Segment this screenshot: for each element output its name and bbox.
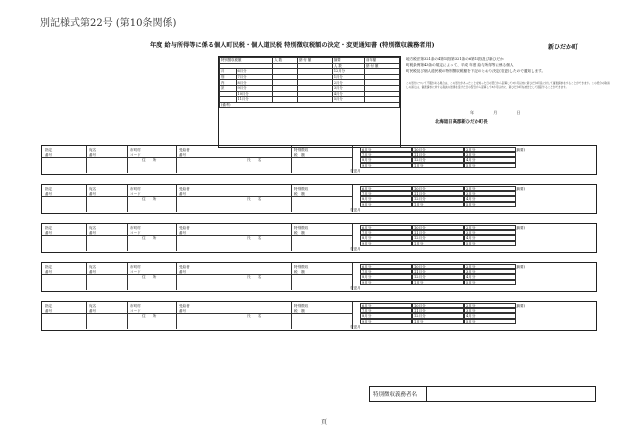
divider [86, 302, 87, 329]
changed-month-label: 変更月 [350, 169, 361, 173]
divider [352, 224, 353, 251]
designation-label: 指定 [45, 304, 53, 308]
month-cell: 1月分 [332, 74, 364, 80]
divider [42, 235, 352, 236]
month-amount-cell[interactable]: 9月分 [360, 319, 412, 324]
month-amount-cell[interactable]: 5月分 [464, 280, 516, 285]
number-label: 番号 [179, 270, 187, 274]
number-label: 番号 [89, 231, 97, 235]
month-cell: 2月分 [332, 80, 364, 86]
month-cell: 9月分 [236, 85, 273, 91]
divider [291, 302, 292, 329]
code-label: コード [130, 192, 141, 196]
month-amount-cell[interactable]: 12月分 [412, 235, 464, 240]
divider [176, 224, 177, 251]
withholding-agent-label: 特別徴収義務者名 [373, 392, 418, 398]
employee-entry [41, 223, 597, 253]
number-label: 番号 [89, 270, 97, 274]
divider [352, 146, 353, 173]
address-label: 住 所 [142, 158, 157, 162]
month-amount-cell[interactable]: 11月分 [412, 191, 464, 196]
left-header-amount: 納 付 額 [297, 58, 332, 64]
divider [86, 146, 87, 173]
changed-month-label: 変更月 [350, 208, 361, 212]
month-amount-cell[interactable]: 11月分 [412, 269, 464, 274]
month-amount-cell[interactable]: 1月分 [412, 241, 464, 246]
notice-line: 町税条例第43条の規定によって、平成 年度 給与所得等に係る個人 [406, 63, 514, 68]
month-cell: 11月分 [236, 97, 273, 103]
summary-tax-table [218, 56, 401, 148]
divider [127, 302, 128, 329]
month-amount-cell[interactable]: 3月分 [464, 191, 516, 196]
addressee-label: 宛名 [89, 226, 97, 230]
page-label: 頁 [321, 419, 328, 426]
notice-line: 町民税及び個人道民税の特別徴収税額を下記のとおり決定(変更)したので通知します。 [406, 69, 546, 74]
special-tax-label: 特別徴収 [294, 187, 309, 191]
month-amount-cell[interactable]: 10月分 [412, 225, 464, 230]
month-amount-cell[interactable]: 5月分 [464, 202, 516, 207]
month-amount-cell[interactable]: 10月分 [412, 264, 464, 269]
month-amount-cell[interactable]: 3月分 [464, 230, 516, 235]
remarks-label: (摘要) [515, 265, 525, 269]
month-cell: 6月分 [236, 69, 273, 75]
recipient-label: 受給者 [179, 226, 190, 230]
addressee-label: 宛名 [89, 304, 97, 308]
right-header-count: 人 数 [332, 63, 364, 69]
right-header-amount: 納 付 額 [365, 63, 400, 69]
month-amount-cell[interactable]: 8月分 [360, 235, 412, 240]
name-label: 氏 名 [247, 236, 262, 240]
issue-date: 年 月 日 [470, 110, 530, 115]
changed-month-label: 変更月 [350, 325, 361, 329]
month-amount-cell[interactable]: 1月分 [412, 280, 464, 285]
month-amount-cell[interactable]: 2月分 [464, 186, 516, 191]
recipient-label: 受給者 [179, 187, 190, 191]
month-side-label: 月 [220, 69, 237, 75]
document-title: 年度 給与所得等に係る個人町民税・個人道民税 特別徴収税額の決定・変更通知書 (特別徴収義務者用) [150, 42, 435, 49]
number-label: 番号 [89, 153, 97, 157]
month-amount-cell[interactable]: 7月分 [360, 269, 412, 274]
divider [86, 263, 87, 290]
tax-amount-label: 税 額 [294, 153, 305, 157]
divider [352, 302, 353, 329]
month-cell: 7月分 [236, 74, 273, 80]
month-amount-cell[interactable]: 8月分 [360, 196, 412, 201]
month-amount-cell[interactable]: 1月分 [412, 163, 464, 168]
divider [176, 302, 177, 329]
month-amount-cell[interactable]: 3月分 [464, 269, 516, 274]
employee-entry [41, 301, 597, 331]
number-label: 番号 [179, 309, 187, 313]
month-amount-cell[interactable]: 10月分 [412, 147, 464, 152]
month-amount-cell[interactable]: 4月分 [464, 235, 516, 240]
notice-line: 地方税法第321条の4第1項(第321条の6第1項)及び新ひだか [406, 57, 504, 61]
month-amount-cell[interactable]: 7月分 [360, 152, 412, 157]
month-amount-cell[interactable]: 6月分 [360, 264, 412, 269]
month-amount-cell[interactable]: 2月分 [464, 225, 516, 230]
month-amount-cell[interactable]: 1月分 [412, 202, 464, 207]
month-amount-cell[interactable]: 10月分 [412, 303, 464, 308]
designation-label: 指定 [45, 187, 53, 191]
changed-month-label: 変更月 [350, 247, 361, 251]
recipient-label: 受給者 [179, 265, 190, 269]
municipality-label: 市町村 [130, 187, 141, 191]
designation-label: 指定 [45, 226, 53, 230]
code-label: コード [130, 153, 141, 157]
month-amount-cell[interactable]: 5月分 [464, 241, 516, 246]
month-amount-cell[interactable]: 2月分 [464, 264, 516, 269]
designation-label: 指定 [45, 148, 53, 152]
header-remarks: 摘要 [332, 58, 364, 64]
issuer-name: 北海道日高郡新ひだか町長 [435, 120, 488, 125]
divider [86, 185, 87, 212]
municipality-label: 市町村 [130, 304, 141, 308]
summary-section-label: 特別徴収税額 [220, 58, 273, 64]
divider [291, 146, 292, 173]
month-amount-cell[interactable]: 4月分 [464, 196, 516, 201]
tax-amount-label: 税 額 [294, 192, 305, 196]
code-label: コード [130, 270, 141, 274]
number-label: 番号 [89, 309, 97, 313]
month-amount-cell[interactable]: 3月分 [464, 308, 516, 313]
divider [176, 263, 177, 290]
month-side-label: 別 [220, 74, 237, 80]
withholding-agent-box[interactable] [369, 386, 596, 402]
number-label: 番号 [45, 153, 53, 157]
month-amount-cell[interactable]: 10月分 [412, 186, 464, 191]
divider [352, 263, 353, 290]
code-label: コード [130, 231, 141, 235]
divider [127, 185, 128, 212]
month-side-label: 訳 [220, 85, 237, 91]
divider [291, 185, 292, 212]
month-cell: 8月分 [236, 80, 273, 86]
month-amount-cell[interactable]: 12月分 [412, 196, 464, 201]
tax-amount-label: 税 額 [294, 231, 305, 235]
divider [352, 185, 353, 212]
month-amount-cell[interactable]: 6月分 [360, 225, 412, 230]
month-amount-cell[interactable]: 6月分 [360, 303, 412, 308]
month-amount-cell[interactable]: 5月分 [464, 163, 516, 168]
code-label: コード [130, 309, 141, 313]
name-label: 氏 名 [247, 197, 262, 201]
month-amount-cell[interactable]: 9月分 [360, 280, 412, 285]
number-label: 番号 [45, 231, 53, 235]
address-label: 住 所 [142, 197, 157, 201]
month-amount-cell[interactable]: 4月分 [464, 274, 516, 279]
name-label: 氏 名 [247, 158, 262, 162]
employee-entry [41, 145, 597, 175]
form-id: 別記様式第22号 (第10条関係) [40, 18, 177, 29]
month-amount-cell[interactable]: 7月分 [360, 191, 412, 196]
month-amount-cell[interactable]: 4月分 [464, 157, 516, 162]
special-tax-label: 特別徴収 [294, 226, 309, 230]
month-cell: 4月分 [332, 91, 364, 97]
month-amount-cell[interactable]: 9月分 [360, 202, 412, 207]
month-cell: 3月分 [332, 85, 364, 91]
month-amount-cell[interactable]: 9月分 [360, 163, 412, 168]
town-name: 新ひだか町 [548, 44, 579, 51]
month-side-label: 内 [220, 80, 237, 86]
divider [42, 157, 352, 158]
municipality-label: 市町村 [130, 226, 141, 230]
month-amount-cell[interactable]: 5月分 [464, 319, 516, 324]
month-amount-cell[interactable]: 11月分 [412, 230, 464, 235]
special-tax-label: 特別徴収 [294, 148, 309, 152]
month-amount-cell[interactable]: 12月分 [412, 157, 464, 162]
divider [42, 313, 352, 314]
recipient-label: 受給者 [179, 148, 190, 152]
divider [291, 263, 292, 290]
month-amount-cell[interactable]: 6月分 [360, 147, 412, 152]
designation-label: 指定 [45, 265, 53, 269]
addressee-label: 宛名 [89, 148, 97, 152]
notice-text [406, 56, 611, 75]
address-label: 住 所 [142, 314, 157, 318]
month-amount-cell[interactable]: 1月分 [412, 319, 464, 324]
divider [127, 146, 128, 173]
special-tax-label: 特別徴収 [294, 304, 309, 308]
address-label: 住 所 [142, 275, 157, 279]
employee-entry [41, 184, 597, 214]
month-amount-cell[interactable]: 8月分 [360, 157, 412, 162]
month-cell: 12月分 [332, 69, 364, 75]
divider [127, 224, 128, 251]
divider [42, 274, 352, 275]
month-amount-cell[interactable]: 2月分 [464, 147, 516, 152]
month-amount-cell[interactable]: 8月分 [360, 313, 412, 318]
municipality-label: 市町村 [130, 265, 141, 269]
address-label: 住 所 [142, 236, 157, 240]
number-label: 番号 [179, 231, 187, 235]
divider [291, 224, 292, 251]
divider [426, 387, 427, 401]
number-label: 番号 [179, 153, 187, 157]
remarks-label: (備考) [220, 102, 400, 108]
divider [42, 196, 352, 197]
remarks-label: (摘要) [515, 187, 525, 191]
divider [176, 185, 177, 212]
employee-entry [41, 262, 597, 292]
header-previous: 前年額 [365, 58, 400, 64]
month-amount-cell[interactable]: 9月分 [360, 241, 412, 246]
month-amount-cell[interactable]: 4月分 [464, 313, 516, 318]
month-amount-cell[interactable]: 12月分 [412, 274, 464, 279]
recipient-label: 受給者 [179, 304, 190, 308]
addressee-label: 宛名 [89, 187, 97, 191]
number-label: 番号 [45, 192, 53, 196]
month-amount-cell[interactable]: 7月分 [360, 308, 412, 313]
month-amount-cell[interactable]: 6月分 [360, 186, 412, 191]
month-amount-cell[interactable]: 12月分 [412, 313, 464, 318]
month-amount-cell[interactable]: 3月分 [464, 152, 516, 157]
number-label: 番号 [179, 192, 187, 196]
appeal-fine-print: この処分について不服がある場合は、この処分があったことを知った日の翌日から起算して3か月以内に新ひだか町長に対して審査請求をすることができます。この処分の取消しの訴えは、審査請求に対する裁決の送達を受けた日の翌日から起算して6か月以内に、新ひだか町を被告として提起することができます。 [406, 82, 610, 89]
month-amount-cell[interactable]: 11月分 [412, 308, 464, 313]
name-label: 氏 名 [247, 314, 262, 318]
tax-amount-label: 税 額 [294, 270, 305, 274]
municipality-label: 市町村 [130, 148, 141, 152]
addressee-label: 宛名 [89, 265, 97, 269]
number-label: 番号 [89, 192, 97, 196]
month-amount-cell[interactable]: 11月分 [412, 152, 464, 157]
month-amount-cell[interactable]: 7月分 [360, 230, 412, 235]
remarks-label: (摘要) [515, 148, 525, 152]
changed-month-label: 変更月 [350, 286, 361, 290]
month-amount-cell[interactable]: 8月分 [360, 274, 412, 279]
divider [127, 263, 128, 290]
name-label: 氏 名 [247, 275, 262, 279]
month-cell: 10月分 [236, 91, 273, 97]
divider [86, 224, 87, 251]
month-amount-cell[interactable]: 2月分 [464, 303, 516, 308]
remarks-label: (摘要) [515, 304, 525, 308]
special-tax-label: 特別徴収 [294, 265, 309, 269]
month-cell: 5月分 [332, 97, 364, 103]
left-header-count: 人 数 [273, 58, 298, 64]
remarks-label: (摘要) [515, 226, 525, 230]
number-label: 番号 [45, 270, 53, 274]
tax-amount-label: 税 額 [294, 309, 305, 313]
divider [176, 146, 177, 173]
number-label: 番号 [45, 309, 53, 313]
